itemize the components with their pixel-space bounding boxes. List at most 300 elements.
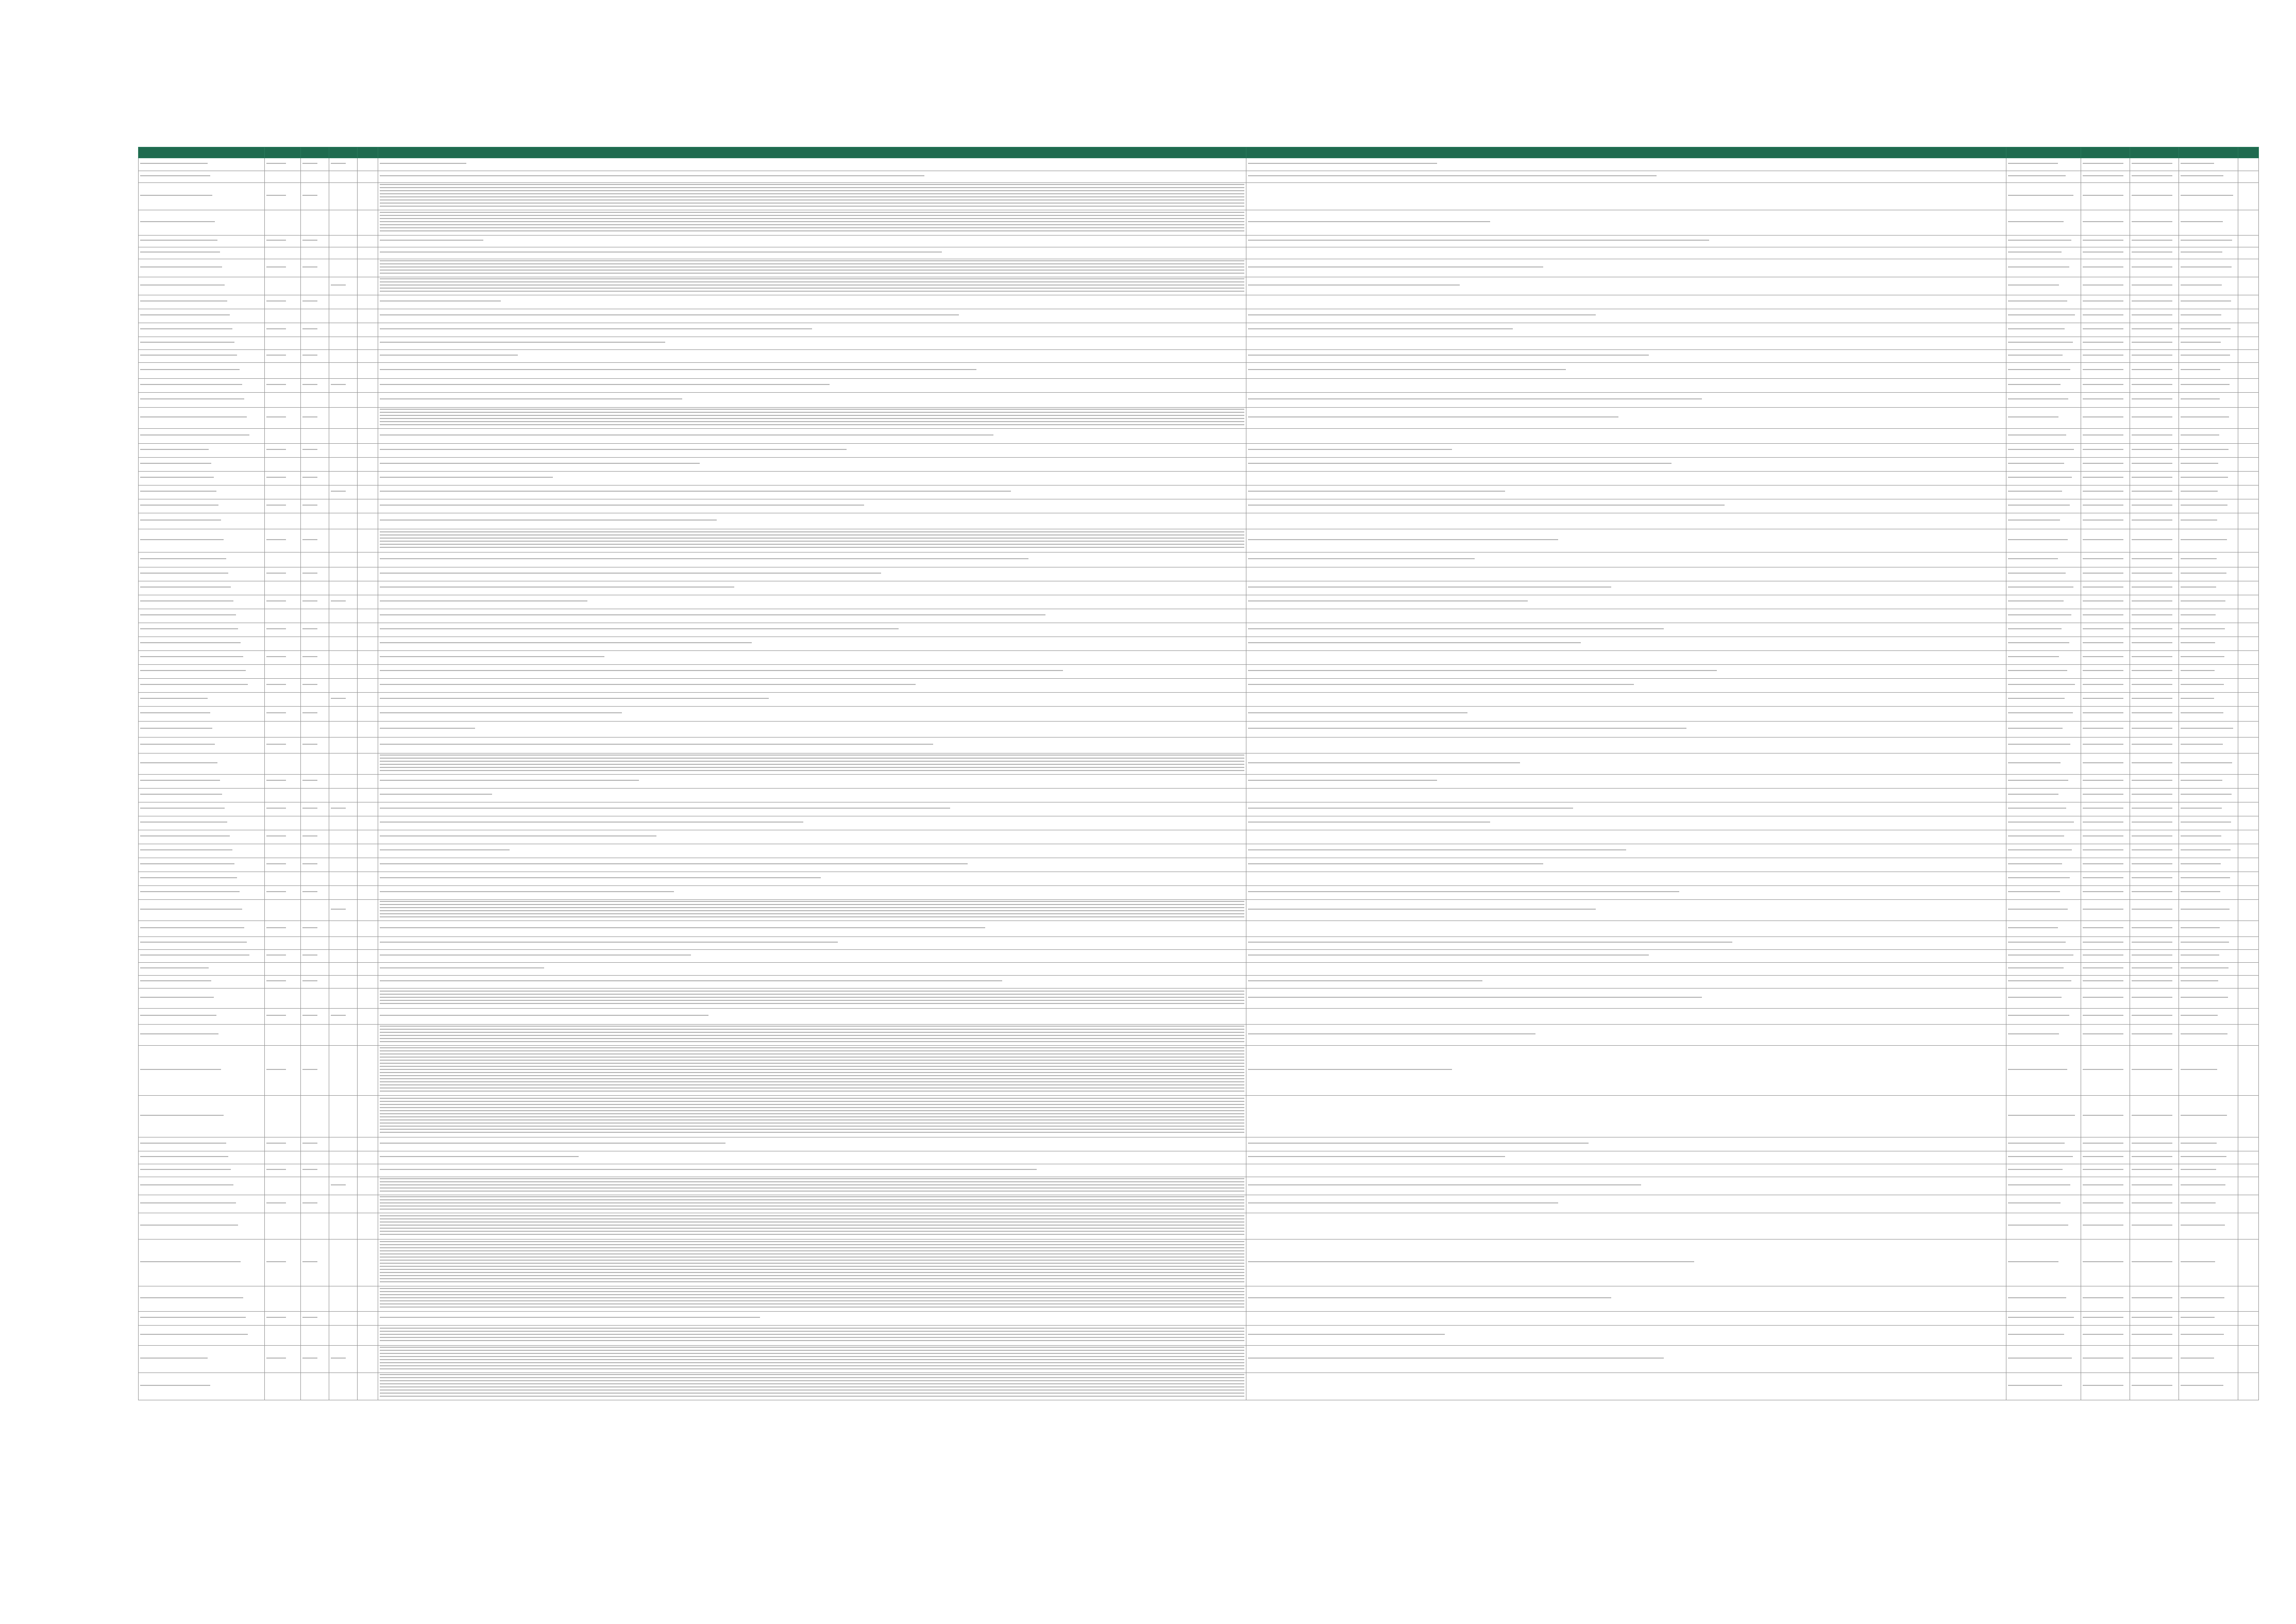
table-cell[interactable] bbox=[2130, 379, 2179, 393]
table-cell[interactable] bbox=[2081, 937, 2130, 950]
table-cell[interactable] bbox=[2130, 921, 2179, 937]
table-cell[interactable] bbox=[265, 499, 301, 513]
table-cell[interactable] bbox=[301, 350, 329, 363]
table-cell[interactable] bbox=[329, 472, 358, 485]
table-cell[interactable] bbox=[301, 722, 329, 738]
table-cell[interactable] bbox=[139, 458, 265, 472]
table-cell[interactable] bbox=[2081, 259, 2130, 277]
table-cell[interactable] bbox=[378, 567, 1246, 581]
table-cell[interactable] bbox=[1246, 900, 2006, 921]
table-cell[interactable] bbox=[2238, 277, 2259, 295]
table-cell[interactable] bbox=[2006, 1312, 2081, 1326]
table-cell[interactable] bbox=[1246, 1213, 2006, 1240]
table-cell[interactable] bbox=[139, 609, 265, 623]
table-cell[interactable] bbox=[2179, 429, 2238, 444]
table-cell[interactable] bbox=[358, 553, 378, 567]
table-cell[interactable] bbox=[139, 350, 265, 363]
table-cell[interactable] bbox=[265, 183, 301, 210]
table-cell[interactable] bbox=[1246, 830, 2006, 844]
table-cell[interactable] bbox=[2081, 886, 2130, 900]
table-cell[interactable] bbox=[301, 609, 329, 623]
table-cell[interactable] bbox=[2130, 393, 2179, 408]
table-cell[interactable] bbox=[329, 513, 358, 529]
table-cell[interactable] bbox=[358, 722, 378, 738]
table-cell[interactable] bbox=[2081, 844, 2130, 858]
table-cell[interactable] bbox=[301, 553, 329, 567]
table-cell[interactable] bbox=[2130, 665, 2179, 679]
table-cell[interactable] bbox=[1246, 722, 2006, 738]
table-cell[interactable] bbox=[2130, 1213, 2179, 1240]
table-cell[interactable] bbox=[139, 830, 265, 844]
table-cell[interactable] bbox=[378, 379, 1246, 393]
table-cell[interactable] bbox=[1246, 363, 2006, 379]
table-cell[interactable] bbox=[1246, 1195, 2006, 1213]
table-cell[interactable] bbox=[2081, 1286, 2130, 1312]
table-cell[interactable] bbox=[301, 989, 329, 1009]
table-cell[interactable] bbox=[358, 651, 378, 665]
table-cell[interactable] bbox=[2179, 921, 2238, 937]
table-cell[interactable] bbox=[1246, 595, 2006, 609]
table-cell[interactable] bbox=[301, 651, 329, 665]
table-cell[interactable] bbox=[358, 444, 378, 458]
table-cell[interactable] bbox=[358, 937, 378, 950]
table-cell[interactable] bbox=[2006, 872, 2081, 886]
table-cell[interactable] bbox=[1246, 802, 2006, 816]
table-cell[interactable] bbox=[2130, 738, 2179, 754]
table-cell[interactable] bbox=[2006, 679, 2081, 693]
table-cell[interactable] bbox=[139, 707, 265, 722]
table-cell[interactable] bbox=[2179, 363, 2238, 379]
table-cell[interactable] bbox=[265, 707, 301, 722]
table-cell[interactable] bbox=[378, 408, 1246, 429]
table-cell[interactable] bbox=[2238, 581, 2259, 595]
table-cell[interactable] bbox=[301, 950, 329, 963]
table-cell[interactable] bbox=[2179, 259, 2238, 277]
table-cell[interactable] bbox=[2238, 775, 2259, 789]
table-cell[interactable] bbox=[378, 210, 1246, 236]
table-cell[interactable] bbox=[329, 350, 358, 363]
table-cell[interactable] bbox=[265, 236, 301, 247]
table-cell[interactable] bbox=[2006, 458, 2081, 472]
table-cell[interactable] bbox=[378, 183, 1246, 210]
header-cell-12[interactable] bbox=[2238, 147, 2259, 158]
table-cell[interactable] bbox=[378, 595, 1246, 609]
table-cell[interactable] bbox=[139, 886, 265, 900]
table-cell[interactable] bbox=[139, 1177, 265, 1195]
table-cell[interactable] bbox=[265, 259, 301, 277]
table-cell[interactable] bbox=[2238, 844, 2259, 858]
table-cell[interactable] bbox=[139, 513, 265, 529]
table-cell[interactable] bbox=[2238, 595, 2259, 609]
table-cell[interactable] bbox=[329, 393, 358, 408]
table-cell[interactable] bbox=[2238, 1177, 2259, 1195]
table-cell[interactable] bbox=[2081, 802, 2130, 816]
table-cell[interactable] bbox=[2081, 472, 2130, 485]
table-cell[interactable] bbox=[358, 259, 378, 277]
table-cell[interactable] bbox=[2130, 1312, 2179, 1326]
table-cell[interactable] bbox=[358, 247, 378, 259]
table-cell[interactable] bbox=[2006, 499, 2081, 513]
table-cell[interactable] bbox=[358, 816, 378, 830]
table-cell[interactable] bbox=[301, 707, 329, 722]
table-cell[interactable] bbox=[2238, 171, 2259, 183]
table-cell[interactable] bbox=[2238, 472, 2259, 485]
table-cell[interactable] bbox=[139, 337, 265, 350]
table-cell[interactable] bbox=[358, 1346, 378, 1373]
table-cell[interactable] bbox=[378, 1195, 1246, 1213]
table-cell[interactable] bbox=[265, 665, 301, 679]
table-cell[interactable] bbox=[1246, 950, 2006, 963]
table-cell[interactable] bbox=[2238, 337, 2259, 350]
table-cell[interactable] bbox=[2130, 171, 2179, 183]
table-cell[interactable] bbox=[378, 937, 1246, 950]
table-cell[interactable] bbox=[1246, 651, 2006, 665]
table-cell[interactable] bbox=[1246, 429, 2006, 444]
table-cell[interactable] bbox=[301, 337, 329, 350]
table-cell[interactable] bbox=[378, 277, 1246, 295]
table-cell[interactable] bbox=[265, 1326, 301, 1346]
table-cell[interactable] bbox=[329, 1151, 358, 1164]
table-cell[interactable] bbox=[139, 623, 265, 637]
table-cell[interactable] bbox=[358, 277, 378, 295]
header-cell-7[interactable] bbox=[1246, 147, 2006, 158]
table-cell[interactable] bbox=[2081, 1213, 2130, 1240]
table-cell[interactable] bbox=[301, 581, 329, 595]
table-cell[interactable] bbox=[139, 277, 265, 295]
table-cell[interactable] bbox=[329, 789, 358, 802]
table-cell[interactable] bbox=[378, 236, 1246, 247]
table-cell[interactable] bbox=[2006, 1009, 2081, 1025]
table-cell[interactable] bbox=[139, 637, 265, 651]
table-cell[interactable] bbox=[329, 295, 358, 309]
table-cell[interactable] bbox=[2179, 236, 2238, 247]
table-cell[interactable] bbox=[2179, 529, 2238, 553]
table-cell[interactable] bbox=[2006, 1096, 2081, 1137]
table-cell[interactable] bbox=[358, 609, 378, 623]
table-cell[interactable] bbox=[301, 1046, 329, 1096]
table-cell[interactable] bbox=[301, 679, 329, 693]
table-cell[interactable] bbox=[2006, 738, 2081, 754]
table-cell[interactable] bbox=[378, 989, 1246, 1009]
table-cell[interactable] bbox=[2006, 323, 2081, 337]
table-cell[interactable] bbox=[139, 429, 265, 444]
table-cell[interactable] bbox=[2081, 963, 2130, 976]
table-cell[interactable] bbox=[2179, 816, 2238, 830]
table-cell[interactable] bbox=[1246, 844, 2006, 858]
table-cell[interactable] bbox=[139, 802, 265, 816]
table-cell[interactable] bbox=[301, 1164, 329, 1177]
table-cell[interactable] bbox=[139, 393, 265, 408]
table-cell[interactable] bbox=[2179, 858, 2238, 872]
table-cell[interactable] bbox=[378, 259, 1246, 277]
table-cell[interactable] bbox=[1246, 458, 2006, 472]
table-cell[interactable] bbox=[2179, 444, 2238, 458]
table-cell[interactable] bbox=[358, 886, 378, 900]
table-cell[interactable] bbox=[2179, 309, 2238, 323]
table-cell[interactable] bbox=[2006, 844, 2081, 858]
table-cell[interactable] bbox=[2179, 651, 2238, 665]
table-cell[interactable] bbox=[2081, 1151, 2130, 1164]
table-cell[interactable] bbox=[2006, 921, 2081, 937]
table-cell[interactable] bbox=[301, 158, 329, 171]
table-cell[interactable] bbox=[2081, 595, 2130, 609]
table-cell[interactable] bbox=[329, 210, 358, 236]
table-cell[interactable] bbox=[2081, 858, 2130, 872]
table-cell[interactable] bbox=[329, 1096, 358, 1137]
table-cell[interactable] bbox=[2130, 789, 2179, 802]
table-cell[interactable] bbox=[2006, 1240, 2081, 1286]
table-cell[interactable] bbox=[1246, 513, 2006, 529]
table-cell[interactable] bbox=[2130, 485, 2179, 499]
table-cell[interactable] bbox=[2238, 921, 2259, 937]
table-cell[interactable] bbox=[329, 872, 358, 886]
table-cell[interactable] bbox=[139, 679, 265, 693]
table-cell[interactable] bbox=[329, 637, 358, 651]
table-cell[interactable] bbox=[265, 1286, 301, 1312]
table-cell[interactable] bbox=[2179, 775, 2238, 789]
table-cell[interactable] bbox=[1246, 1177, 2006, 1195]
table-cell[interactable] bbox=[2081, 1240, 2130, 1286]
table-cell[interactable] bbox=[265, 921, 301, 937]
table-cell[interactable] bbox=[2130, 679, 2179, 693]
table-cell[interactable] bbox=[378, 830, 1246, 844]
table-cell[interactable] bbox=[2238, 1326, 2259, 1346]
table-cell[interactable] bbox=[265, 1025, 301, 1046]
table-cell[interactable] bbox=[1246, 350, 2006, 363]
table-cell[interactable] bbox=[2006, 567, 2081, 581]
table-cell[interactable] bbox=[265, 485, 301, 499]
table-cell[interactable] bbox=[2006, 707, 2081, 722]
table-cell[interactable] bbox=[1246, 623, 2006, 637]
table-cell[interactable] bbox=[329, 183, 358, 210]
table-cell[interactable] bbox=[139, 693, 265, 707]
table-cell[interactable] bbox=[2238, 393, 2259, 408]
table-cell[interactable] bbox=[265, 722, 301, 738]
table-cell[interactable] bbox=[2130, 886, 2179, 900]
table-cell[interactable] bbox=[378, 693, 1246, 707]
table-cell[interactable] bbox=[301, 1213, 329, 1240]
table-cell[interactable] bbox=[378, 309, 1246, 323]
table-cell[interactable] bbox=[2081, 1046, 2130, 1096]
table-cell[interactable] bbox=[2130, 350, 2179, 363]
table-cell[interactable] bbox=[2238, 651, 2259, 665]
table-cell[interactable] bbox=[378, 789, 1246, 802]
table-cell[interactable] bbox=[329, 429, 358, 444]
table-cell[interactable] bbox=[329, 567, 358, 581]
table-cell[interactable] bbox=[329, 623, 358, 637]
table-cell[interactable] bbox=[2006, 937, 2081, 950]
table-cell[interactable] bbox=[378, 1312, 1246, 1326]
table-cell[interactable] bbox=[2238, 738, 2259, 754]
table-cell[interactable] bbox=[2006, 651, 2081, 665]
table-cell[interactable] bbox=[265, 295, 301, 309]
table-cell[interactable] bbox=[378, 637, 1246, 651]
table-cell[interactable] bbox=[1246, 1346, 2006, 1373]
table-cell[interactable] bbox=[358, 171, 378, 183]
table-cell[interactable] bbox=[2179, 789, 2238, 802]
table-cell[interactable] bbox=[2081, 722, 2130, 738]
table-cell[interactable] bbox=[2179, 295, 2238, 309]
table-cell[interactable] bbox=[2081, 295, 2130, 309]
table-cell[interactable] bbox=[139, 472, 265, 485]
table-cell[interactable] bbox=[265, 581, 301, 595]
table-cell[interactable] bbox=[139, 595, 265, 609]
table-cell[interactable] bbox=[301, 259, 329, 277]
table-cell[interactable] bbox=[2006, 1177, 2081, 1195]
table-cell[interactable] bbox=[358, 1046, 378, 1096]
table-cell[interactable] bbox=[301, 277, 329, 295]
table-cell[interactable] bbox=[2238, 350, 2259, 363]
table-cell[interactable] bbox=[329, 609, 358, 623]
table-cell[interactable] bbox=[358, 1177, 378, 1195]
table-cell[interactable] bbox=[301, 1096, 329, 1137]
table-cell[interactable] bbox=[265, 693, 301, 707]
table-cell[interactable] bbox=[1246, 1009, 2006, 1025]
table-cell[interactable] bbox=[329, 754, 358, 775]
table-cell[interactable] bbox=[1246, 989, 2006, 1009]
table-cell[interactable] bbox=[2179, 1046, 2238, 1096]
table-cell[interactable] bbox=[378, 1151, 1246, 1164]
table-cell[interactable] bbox=[265, 171, 301, 183]
table-cell[interactable] bbox=[378, 171, 1246, 183]
table-cell[interactable] bbox=[2081, 900, 2130, 921]
table-cell[interactable] bbox=[2081, 309, 2130, 323]
header-cell-4[interactable] bbox=[329, 147, 358, 158]
table-cell[interactable] bbox=[2130, 858, 2179, 872]
table-cell[interactable] bbox=[329, 236, 358, 247]
table-cell[interactable] bbox=[1246, 158, 2006, 171]
table-cell[interactable] bbox=[2130, 408, 2179, 429]
table-cell[interactable] bbox=[2130, 444, 2179, 458]
table-cell[interactable] bbox=[358, 1137, 378, 1151]
table-cell[interactable] bbox=[1246, 816, 2006, 830]
table-cell[interactable] bbox=[1246, 1240, 2006, 1286]
table-cell[interactable] bbox=[2179, 277, 2238, 295]
table-cell[interactable] bbox=[301, 529, 329, 553]
header-cell-6[interactable] bbox=[378, 147, 1246, 158]
table-cell[interactable] bbox=[2130, 609, 2179, 623]
table-cell[interactable] bbox=[265, 158, 301, 171]
table-cell[interactable] bbox=[301, 513, 329, 529]
table-cell[interactable] bbox=[139, 872, 265, 886]
table-cell[interactable] bbox=[2238, 937, 2259, 950]
table-cell[interactable] bbox=[329, 337, 358, 350]
table-cell[interactable] bbox=[301, 637, 329, 651]
table-cell[interactable] bbox=[329, 679, 358, 693]
table-cell[interactable] bbox=[358, 738, 378, 754]
table-cell[interactable] bbox=[1246, 1046, 2006, 1096]
table-cell[interactable] bbox=[2130, 363, 2179, 379]
table-cell[interactable] bbox=[2081, 236, 2130, 247]
header-cell-2[interactable] bbox=[265, 147, 301, 158]
table-cell[interactable] bbox=[2081, 816, 2130, 830]
table-cell[interactable] bbox=[2238, 567, 2259, 581]
table-cell[interactable] bbox=[2179, 472, 2238, 485]
table-cell[interactable] bbox=[301, 858, 329, 872]
table-cell[interactable] bbox=[2179, 900, 2238, 921]
table-cell[interactable] bbox=[2006, 775, 2081, 789]
table-cell[interactable] bbox=[378, 623, 1246, 637]
table-cell[interactable] bbox=[329, 247, 358, 259]
table-cell[interactable] bbox=[265, 363, 301, 379]
table-cell[interactable] bbox=[301, 937, 329, 950]
table-cell[interactable] bbox=[139, 963, 265, 976]
table-cell[interactable] bbox=[378, 1346, 1246, 1373]
table-cell[interactable] bbox=[2081, 754, 2130, 775]
table-cell[interactable] bbox=[2006, 429, 2081, 444]
table-cell[interactable] bbox=[329, 277, 358, 295]
table-cell[interactable] bbox=[265, 337, 301, 350]
table-cell[interactable] bbox=[139, 158, 265, 171]
table-cell[interactable] bbox=[2006, 1164, 2081, 1177]
table-cell[interactable] bbox=[2006, 236, 2081, 247]
table-cell[interactable] bbox=[329, 158, 358, 171]
table-cell[interactable] bbox=[2179, 210, 2238, 236]
table-cell[interactable] bbox=[378, 872, 1246, 886]
table-cell[interactable] bbox=[2006, 529, 2081, 553]
table-cell[interactable] bbox=[2081, 499, 2130, 513]
table-cell[interactable] bbox=[378, 1025, 1246, 1046]
table-cell[interactable] bbox=[378, 247, 1246, 259]
table-cell[interactable] bbox=[378, 581, 1246, 595]
table-cell[interactable] bbox=[358, 379, 378, 393]
table-cell[interactable] bbox=[378, 553, 1246, 567]
table-cell[interactable] bbox=[2238, 707, 2259, 722]
table-cell[interactable] bbox=[265, 976, 301, 989]
table-cell[interactable] bbox=[2179, 1213, 2238, 1240]
table-cell[interactable] bbox=[378, 337, 1246, 350]
table-cell[interactable] bbox=[1246, 171, 2006, 183]
table-cell[interactable] bbox=[2006, 609, 2081, 623]
table-cell[interactable] bbox=[1246, 789, 2006, 802]
table-cell[interactable] bbox=[139, 309, 265, 323]
table-cell[interactable] bbox=[2006, 1373, 2081, 1400]
table-cell[interactable] bbox=[1246, 637, 2006, 651]
table-cell[interactable] bbox=[2081, 567, 2130, 581]
table-cell[interactable] bbox=[2179, 158, 2238, 171]
table-cell[interactable] bbox=[139, 665, 265, 679]
table-cell[interactable] bbox=[301, 623, 329, 637]
table-cell[interactable] bbox=[2179, 1312, 2238, 1326]
table-cell[interactable] bbox=[358, 183, 378, 210]
table-cell[interactable] bbox=[329, 499, 358, 513]
table-cell[interactable] bbox=[1246, 976, 2006, 989]
table-cell[interactable] bbox=[2081, 1195, 2130, 1213]
table-cell[interactable] bbox=[2179, 567, 2238, 581]
table-cell[interactable] bbox=[2081, 651, 2130, 665]
table-cell[interactable] bbox=[358, 595, 378, 609]
table-cell[interactable] bbox=[378, 1240, 1246, 1286]
table-cell[interactable] bbox=[329, 816, 358, 830]
table-cell[interactable] bbox=[2130, 1137, 2179, 1151]
table-cell[interactable] bbox=[1246, 323, 2006, 337]
table-cell[interactable] bbox=[1246, 529, 2006, 553]
table-cell[interactable] bbox=[301, 247, 329, 259]
table-cell[interactable] bbox=[2006, 444, 2081, 458]
table-cell[interactable] bbox=[2179, 350, 2238, 363]
table-cell[interactable] bbox=[329, 1373, 358, 1400]
table-cell[interactable] bbox=[358, 976, 378, 989]
table-cell[interactable] bbox=[2238, 379, 2259, 393]
table-cell[interactable] bbox=[378, 295, 1246, 309]
table-cell[interactable] bbox=[2006, 158, 2081, 171]
table-cell[interactable] bbox=[378, 609, 1246, 623]
table-cell[interactable] bbox=[265, 679, 301, 693]
table-cell[interactable] bbox=[2130, 1373, 2179, 1400]
table-cell[interactable] bbox=[265, 651, 301, 665]
table-cell[interactable] bbox=[2130, 1096, 2179, 1137]
table-cell[interactable] bbox=[2081, 1096, 2130, 1137]
